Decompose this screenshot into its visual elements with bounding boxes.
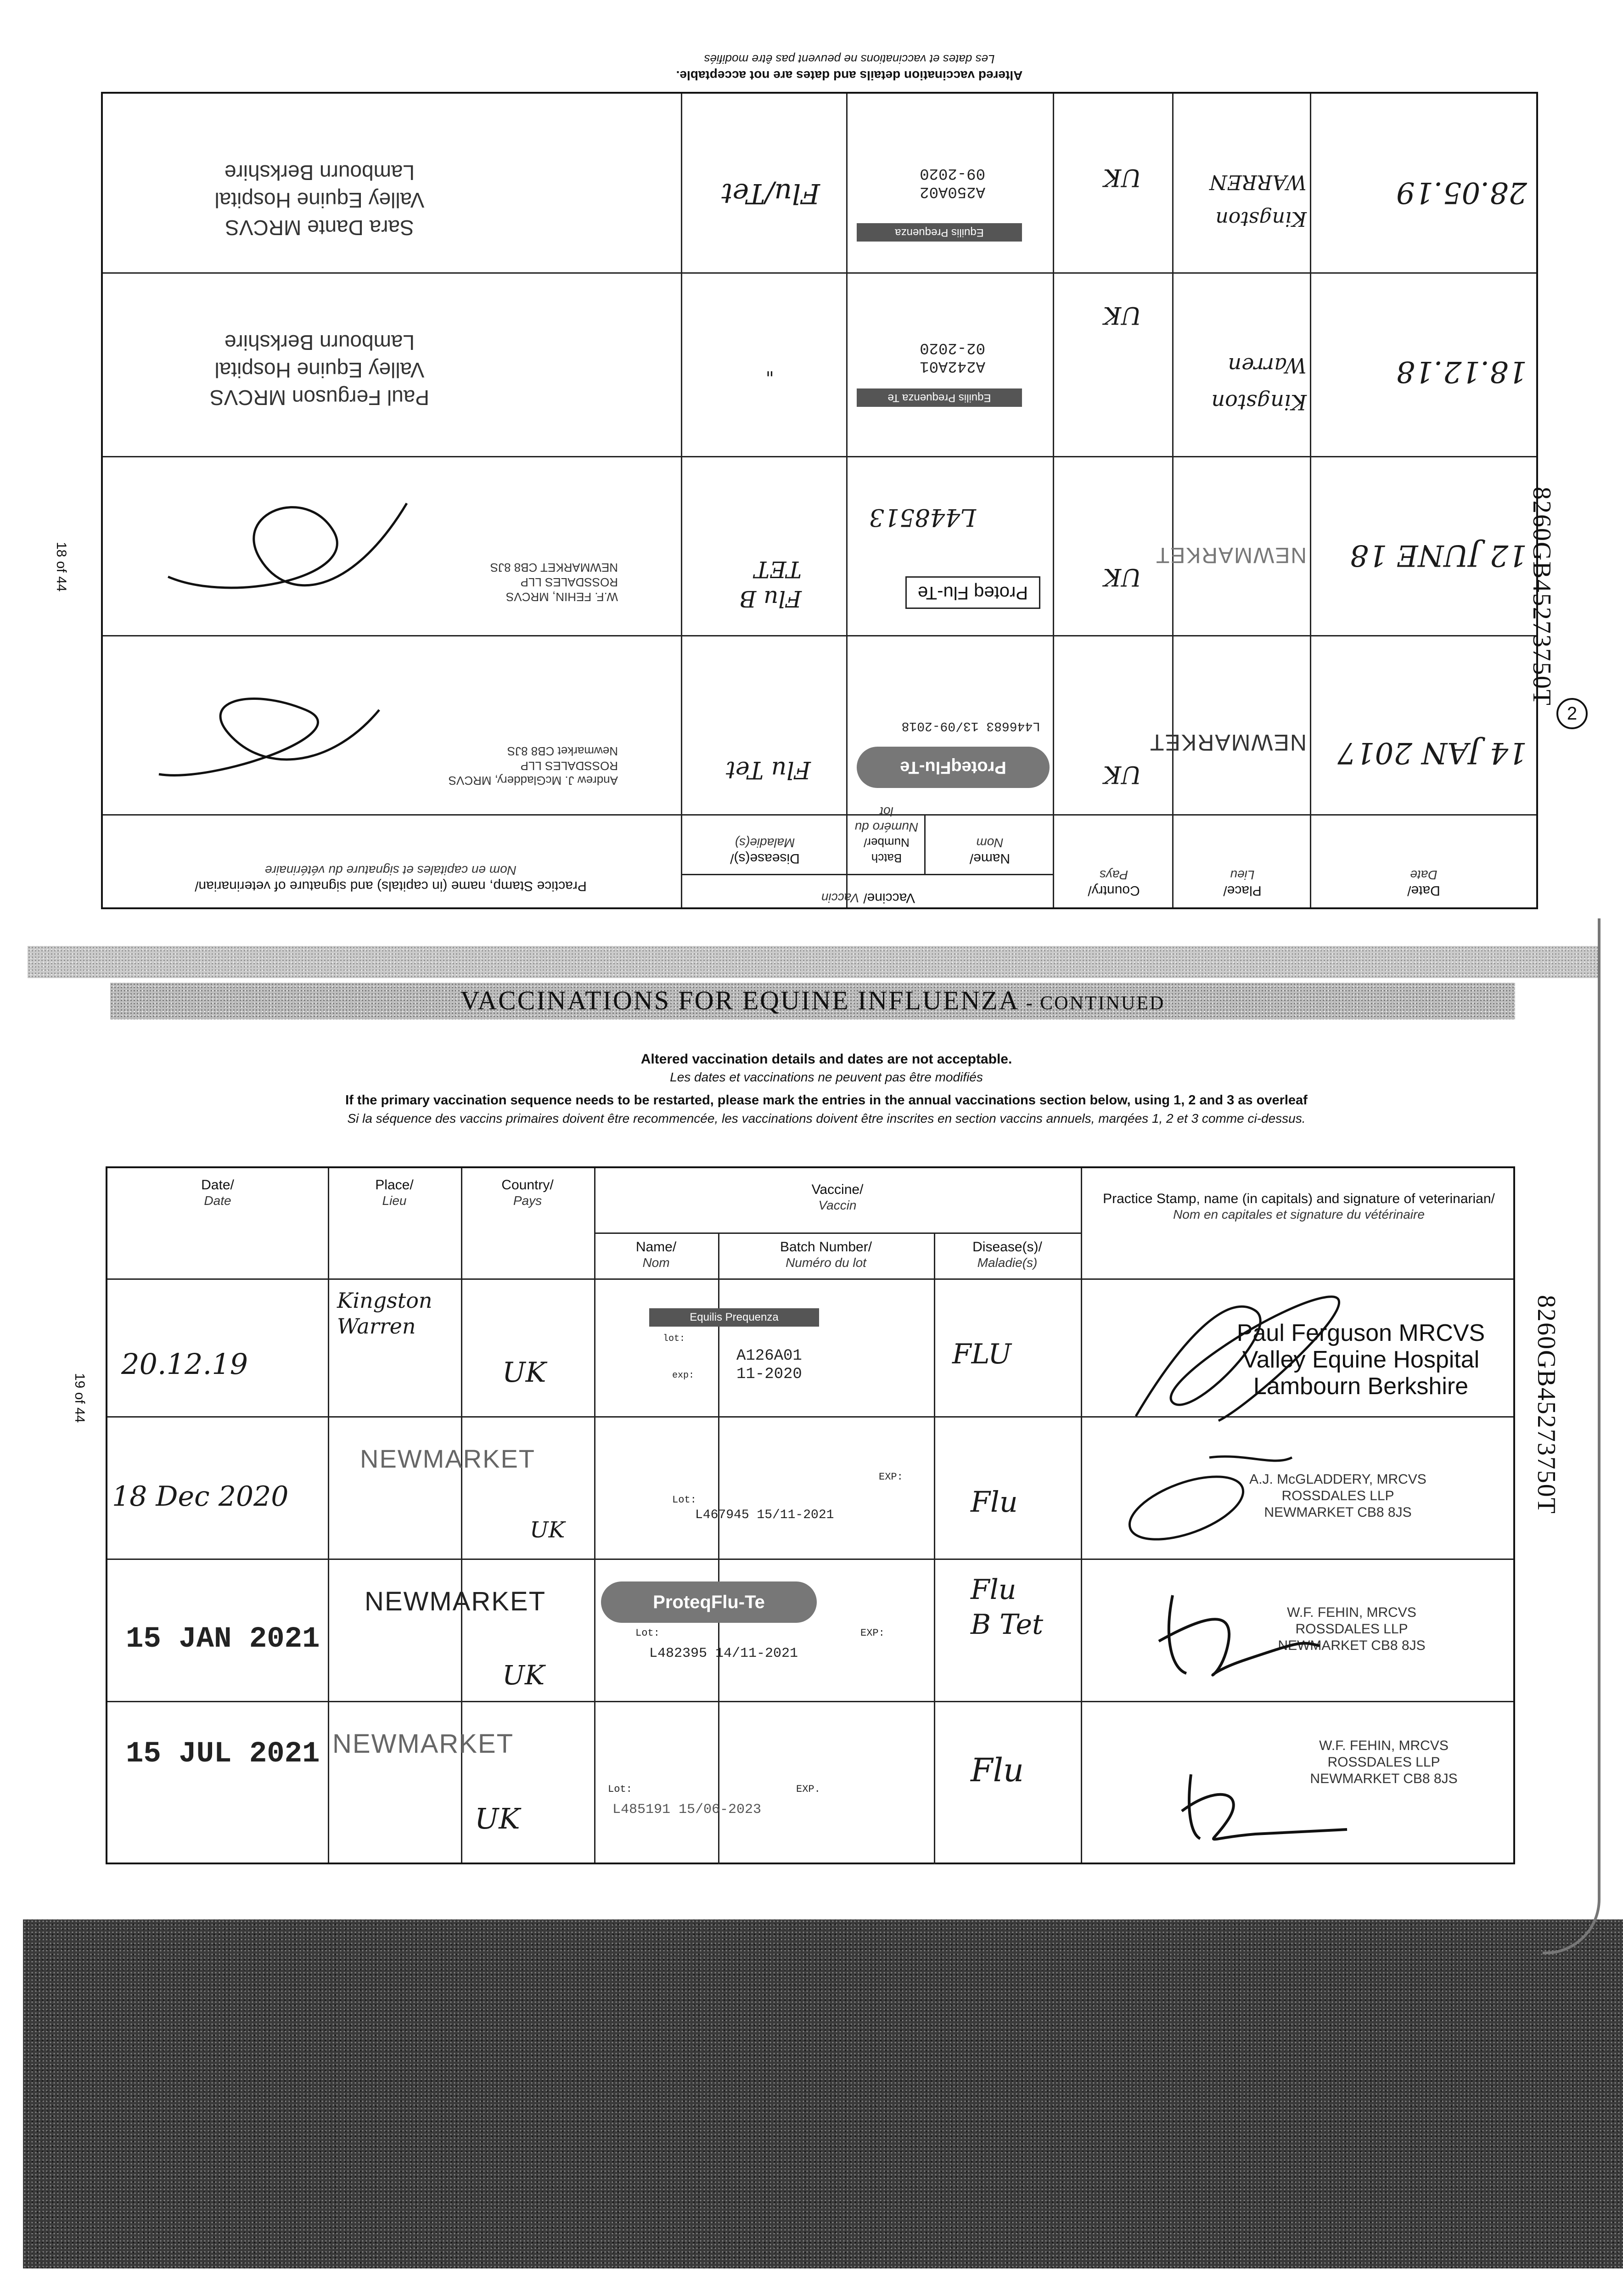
row4-stamp: Sara Dante MRCVS Valley Equine Hospital Lambourn Berkshire	[214, 161, 425, 240]
row4-country: UK	[1103, 163, 1141, 191]
passport-id-bottom: 8260GB45273750T	[1532, 1295, 1561, 1514]
header-practice: Practice Stamp, name (in capitals) and signature of veterinarian/ Nom en capitales et signature du vétérinaire	[1103, 1191, 1495, 1221]
row3-stamp: Paul Ferguson MRCVS Valley Equine Hospital Lambourn Berkshire	[209, 331, 430, 410]
passport-id-top: 8260GB45273750T	[1528, 487, 1556, 706]
row3-exp-label: EXP:	[860, 1627, 885, 1639]
row2-country: UK	[530, 1517, 565, 1543]
row1-stamp: Andrew J. McGladdery, MRCVS ROSSDALES LLP Newmarket CB8 8JS	[448, 744, 618, 788]
row1-vaccine-sticker: ProteqFlu-Te	[857, 747, 1050, 788]
row3-stamp: W.F. FEHIN, MRCVS ROSSDALES LLP NEWMARKET CB8 8JS	[1278, 1605, 1426, 1653]
row2-stamp: W.F. FEHIN, MRCVS ROSSDALES LLP NEWMARKET CB8 8JS	[490, 561, 618, 604]
row3-date: 18.12.18	[1396, 355, 1527, 388]
row1-country: UK	[1103, 760, 1141, 788]
row2-place: NEWMARKET	[1155, 543, 1307, 567]
header-disease: Disease(s)/ Maladie(s)	[972, 1239, 1042, 1270]
row3-signature	[1145, 1577, 1329, 1687]
vaccination-table	[106, 1166, 1515, 1864]
row1-exp: 11-2020	[736, 1366, 802, 1383]
row3-exp: 02-2020	[920, 339, 985, 356]
row3-batch: L482395 14/11-2021	[649, 1646, 798, 1661]
upside-down-passport-page	[0, 0, 1623, 937]
restart-instruction: If the primary vaccination sequence needs to be restarted, please mark the entries in the annual vaccinations section below, using 1, 2 and 3 as overleaf	[345, 1093, 1308, 1108]
row4-place: NEWMARKET	[332, 1729, 514, 1759]
row2-exp-label: EXP:	[879, 1471, 903, 1483]
row4-batch: A250A02	[920, 183, 985, 200]
header-disease: Disease(s)/ Maladie(s)	[730, 836, 800, 866]
row2-batch: L467945 15/11-2021	[695, 1508, 834, 1522]
header-vaccine: Vaccine/ Vaccin	[821, 890, 915, 906]
row1-place: NEWMARKET	[1149, 730, 1307, 755]
altered-notice-top: Altered vaccination details and dates are not acceptable.	[676, 68, 1023, 83]
header-place: Place/ Lieu	[1223, 868, 1262, 898]
row1-place: Kingston Warren	[337, 1288, 432, 1339]
page-fold-band	[28, 946, 1598, 978]
row2-stamp: A.J. McGLADDERY, MRCVS ROSSDALES LLP NEWMARKET CB8 8JS	[1249, 1472, 1426, 1520]
row2-signature	[150, 476, 425, 623]
row4-stamp: W.F. FEHIN, MRCVS ROSSDALES LLP NEWMARKET CB8 8JS	[1310, 1738, 1458, 1786]
header-batch: Batch Number/ Numéro du lot	[780, 1239, 872, 1270]
row4-disease: Flu	[971, 1751, 1024, 1789]
row4-exp: 09-2020	[920, 164, 985, 182]
row4-date: 15 JUL 2021	[126, 1738, 320, 1771]
row3-vaccine-sticker: ProteqFlu-Te	[601, 1581, 817, 1623]
row3-disease: "	[765, 358, 774, 379]
row3-lot-label: Lot:	[635, 1627, 660, 1639]
row1-vaccine-sticker: Equilis Prequenza	[649, 1308, 819, 1327]
header-name: Name/ Nom	[969, 836, 1011, 866]
altered-notice-fr: Les dates et vaccinations ne peuvent pas être modifiés	[670, 1070, 983, 1084]
row1-stamp: Paul Ferguson MRCVS Valley Equine Hospital Lambourn Berkshire	[1236, 1320, 1485, 1400]
row2-disease: Flu B TET	[739, 556, 802, 612]
row2-batch: L448513	[869, 503, 976, 531]
row4-lot-label: Lot:	[608, 1784, 632, 1795]
header-place: Place/ Lieu	[375, 1177, 414, 1208]
row2-place: NEWMARKET	[360, 1444, 535, 1473]
header-country: Country/ Pays	[501, 1177, 554, 1208]
row2-signature	[1108, 1439, 1301, 1545]
row1-country: UK	[502, 1356, 546, 1389]
page-number-19: 19 of 44	[72, 1373, 87, 1423]
row3-place: Kingston Warren	[1211, 353, 1307, 415]
altered-notice: Altered vaccination details and dates are not acceptable.	[640, 1052, 1012, 1067]
row2-date: 18 Dec 2020	[112, 1480, 289, 1513]
row4-signature	[1163, 1756, 1356, 1848]
row1-exp-label: exp:	[672, 1370, 695, 1381]
row1-disease: Flu Tet	[725, 756, 811, 783]
row4-vaccine-sticker: Equilis Prequenza	[857, 223, 1022, 242]
row4-disease: Flu/Tet	[721, 177, 820, 209]
row2-lot-label: Lot:	[672, 1494, 696, 1506]
header-batch: Batch Number/ Numéro du lot	[854, 805, 919, 865]
row4-exp-label: EXP.	[796, 1784, 820, 1795]
circled-number-mark: 2	[1556, 698, 1588, 729]
row1-batch: L446683 13/09-2018	[901, 719, 1040, 733]
header-vaccine: Vaccine/ Vaccin	[811, 1182, 864, 1212]
row3-place: NEWMARKET	[365, 1587, 546, 1616]
altered-notice-fr-top: Les dates et vaccinations ne peuvent pas être modifiés	[704, 52, 995, 66]
row3-disease: Flu B Tet	[971, 1574, 1044, 1641]
row4-place: Kingston WARREN	[1209, 170, 1307, 231]
row2-date: 12 JUNE 18	[1350, 538, 1527, 572]
row2-disease: Flu	[971, 1485, 1018, 1519]
row1-signature	[150, 673, 388, 802]
row1-date: 20.12.19	[121, 1347, 248, 1381]
row3-country: UK	[502, 1660, 545, 1691]
header-country: Country/ Pays	[1088, 868, 1140, 898]
page-edge-curve	[1543, 918, 1601, 1954]
row1-lot-label: lot:	[663, 1334, 685, 1344]
row1-disease: FLU	[952, 1338, 1011, 1370]
upside-down-vaccination-table	[101, 92, 1538, 909]
header-date: Date/ Date	[201, 1177, 234, 1208]
row4-date: 28.05.19	[1396, 175, 1527, 209]
page-number-18: 18 of 44	[54, 542, 69, 592]
row3-date: 15 JAN 2021	[126, 1623, 320, 1656]
row4-country: UK	[475, 1802, 520, 1835]
row3-country: UK	[1103, 301, 1141, 329]
header-name: Name/ Nom	[635, 1239, 677, 1270]
row1-batch: A126A01	[736, 1347, 802, 1365]
header-practice: Practice Stamp, name (in capitals) and signature of veterinarian/ Nom en capitales et signature du vétérinaire	[195, 863, 587, 894]
row3-vaccine-sticker: Equilis Prequenza Te	[857, 388, 1022, 407]
row2-country: UK	[1103, 563, 1141, 591]
page-title: VACCINATIONS FOR EQUINE INFLUENZA - CONTINUED	[460, 985, 1165, 1015]
header-date: Date/ Date	[1407, 868, 1440, 898]
row4-batch: L485191 15/06-2023	[612, 1802, 762, 1818]
upside-down-vaccination-table-wrapper	[101, 52, 1538, 909]
row2-vaccine-stamp: Proteq Flu-Te	[905, 576, 1040, 609]
row1-date: 14 JAN 2017	[1337, 736, 1527, 770]
scanner-background	[23, 1919, 1623, 2268]
row1-signature	[1118, 1283, 1375, 1430]
restart-instruction-fr: Si la séquence des vaccins primaires doivent être recommencée, les vaccinations doivent être inscrites en section vaccins annuels, marqées 1, 2 et 3 comme ci-dessus.	[347, 1111, 1306, 1125]
row3-batch: A242A01	[920, 357, 985, 375]
